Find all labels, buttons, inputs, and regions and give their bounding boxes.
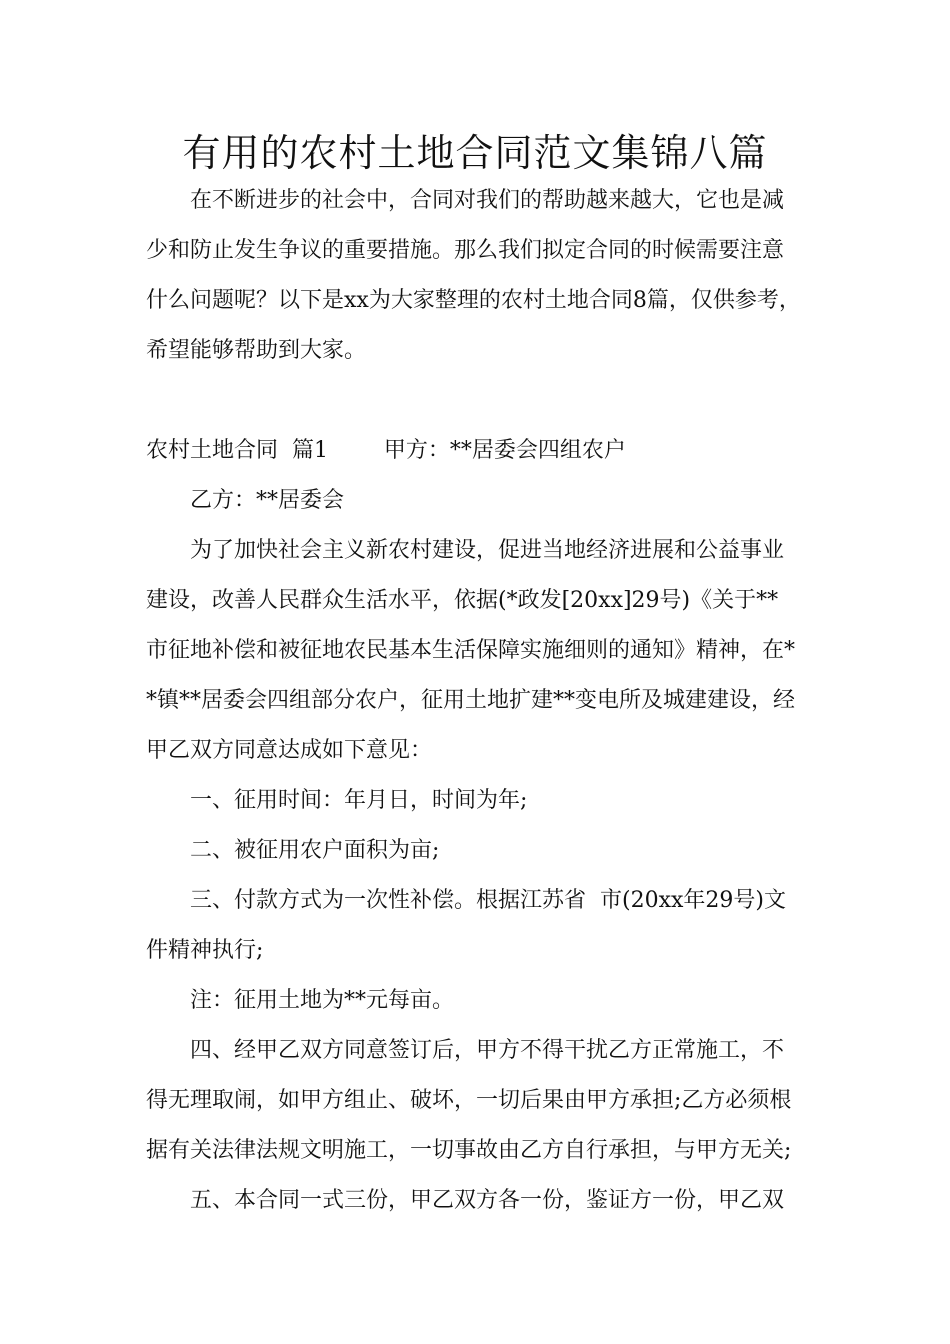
- clause-4-line: 据有关法律法规文明施工，一切事故由乙方自行承担，与甲方无关;: [146, 1138, 792, 1163]
- document-title: 有用的农村土地合同范文集锦八篇: [182, 131, 768, 175]
- clause-3-line: 三、付款方式为一次性补偿。根据江苏省 市(20xx年29号)文: [190, 888, 786, 913]
- purpose-line: 市征地补偿和被征地农民基本生活保障实施细则的通知》精神，在*: [146, 638, 796, 663]
- clause-1: 一、征用时间：年月日，时间为年;: [190, 788, 528, 813]
- note: 注：征用土地为**元每亩。: [190, 988, 455, 1013]
- intro-line: 希望能够帮助到大家。: [146, 338, 367, 363]
- purpose-line: *镇**居委会四组部分农户，征用土地扩建**变电所及城建建设，经: [146, 688, 796, 713]
- party-b: 乙方：**居委会: [190, 488, 345, 513]
- section-heading: 农村土地合同 篇1 甲方：**居委会四组农户: [146, 438, 626, 463]
- intro-line: 少和防止发生争议的重要措施。那么我们拟定合同的时候需要注意: [146, 238, 785, 263]
- intro-line: 在不断进步的社会中，合同对我们的帮助越来越大，它也是减: [190, 188, 785, 213]
- purpose-line: 为了加快社会主义新农村建设，促进当地经济进展和公益事业: [190, 538, 785, 563]
- clause-3-line: 件精神执行;: [146, 938, 264, 963]
- clause-4-line: 得无理取闹，如甲方组止、破坏，一切后果由甲方承担;乙方必须根: [146, 1088, 792, 1113]
- purpose-line: 建设，改善人民群众生活水平，依据(*政发[20xx]29号)《关于**: [146, 588, 779, 613]
- intro-line: 什么问题呢？以下是xx为大家整理的农村土地合同8篇，仅供参考，: [146, 288, 801, 313]
- clause-5-line: 五、本合同一式三份，甲乙双方各一份，鉴证方一份，甲乙双: [190, 1188, 785, 1213]
- clause-4-line: 四、经甲乙双方同意签订后，甲方不得干扰乙方正常施工，不: [190, 1038, 785, 1063]
- purpose-line: 甲乙双方同意达成如下意见：: [146, 738, 433, 763]
- clause-2: 二、被征用农户面积为亩;: [190, 838, 440, 863]
